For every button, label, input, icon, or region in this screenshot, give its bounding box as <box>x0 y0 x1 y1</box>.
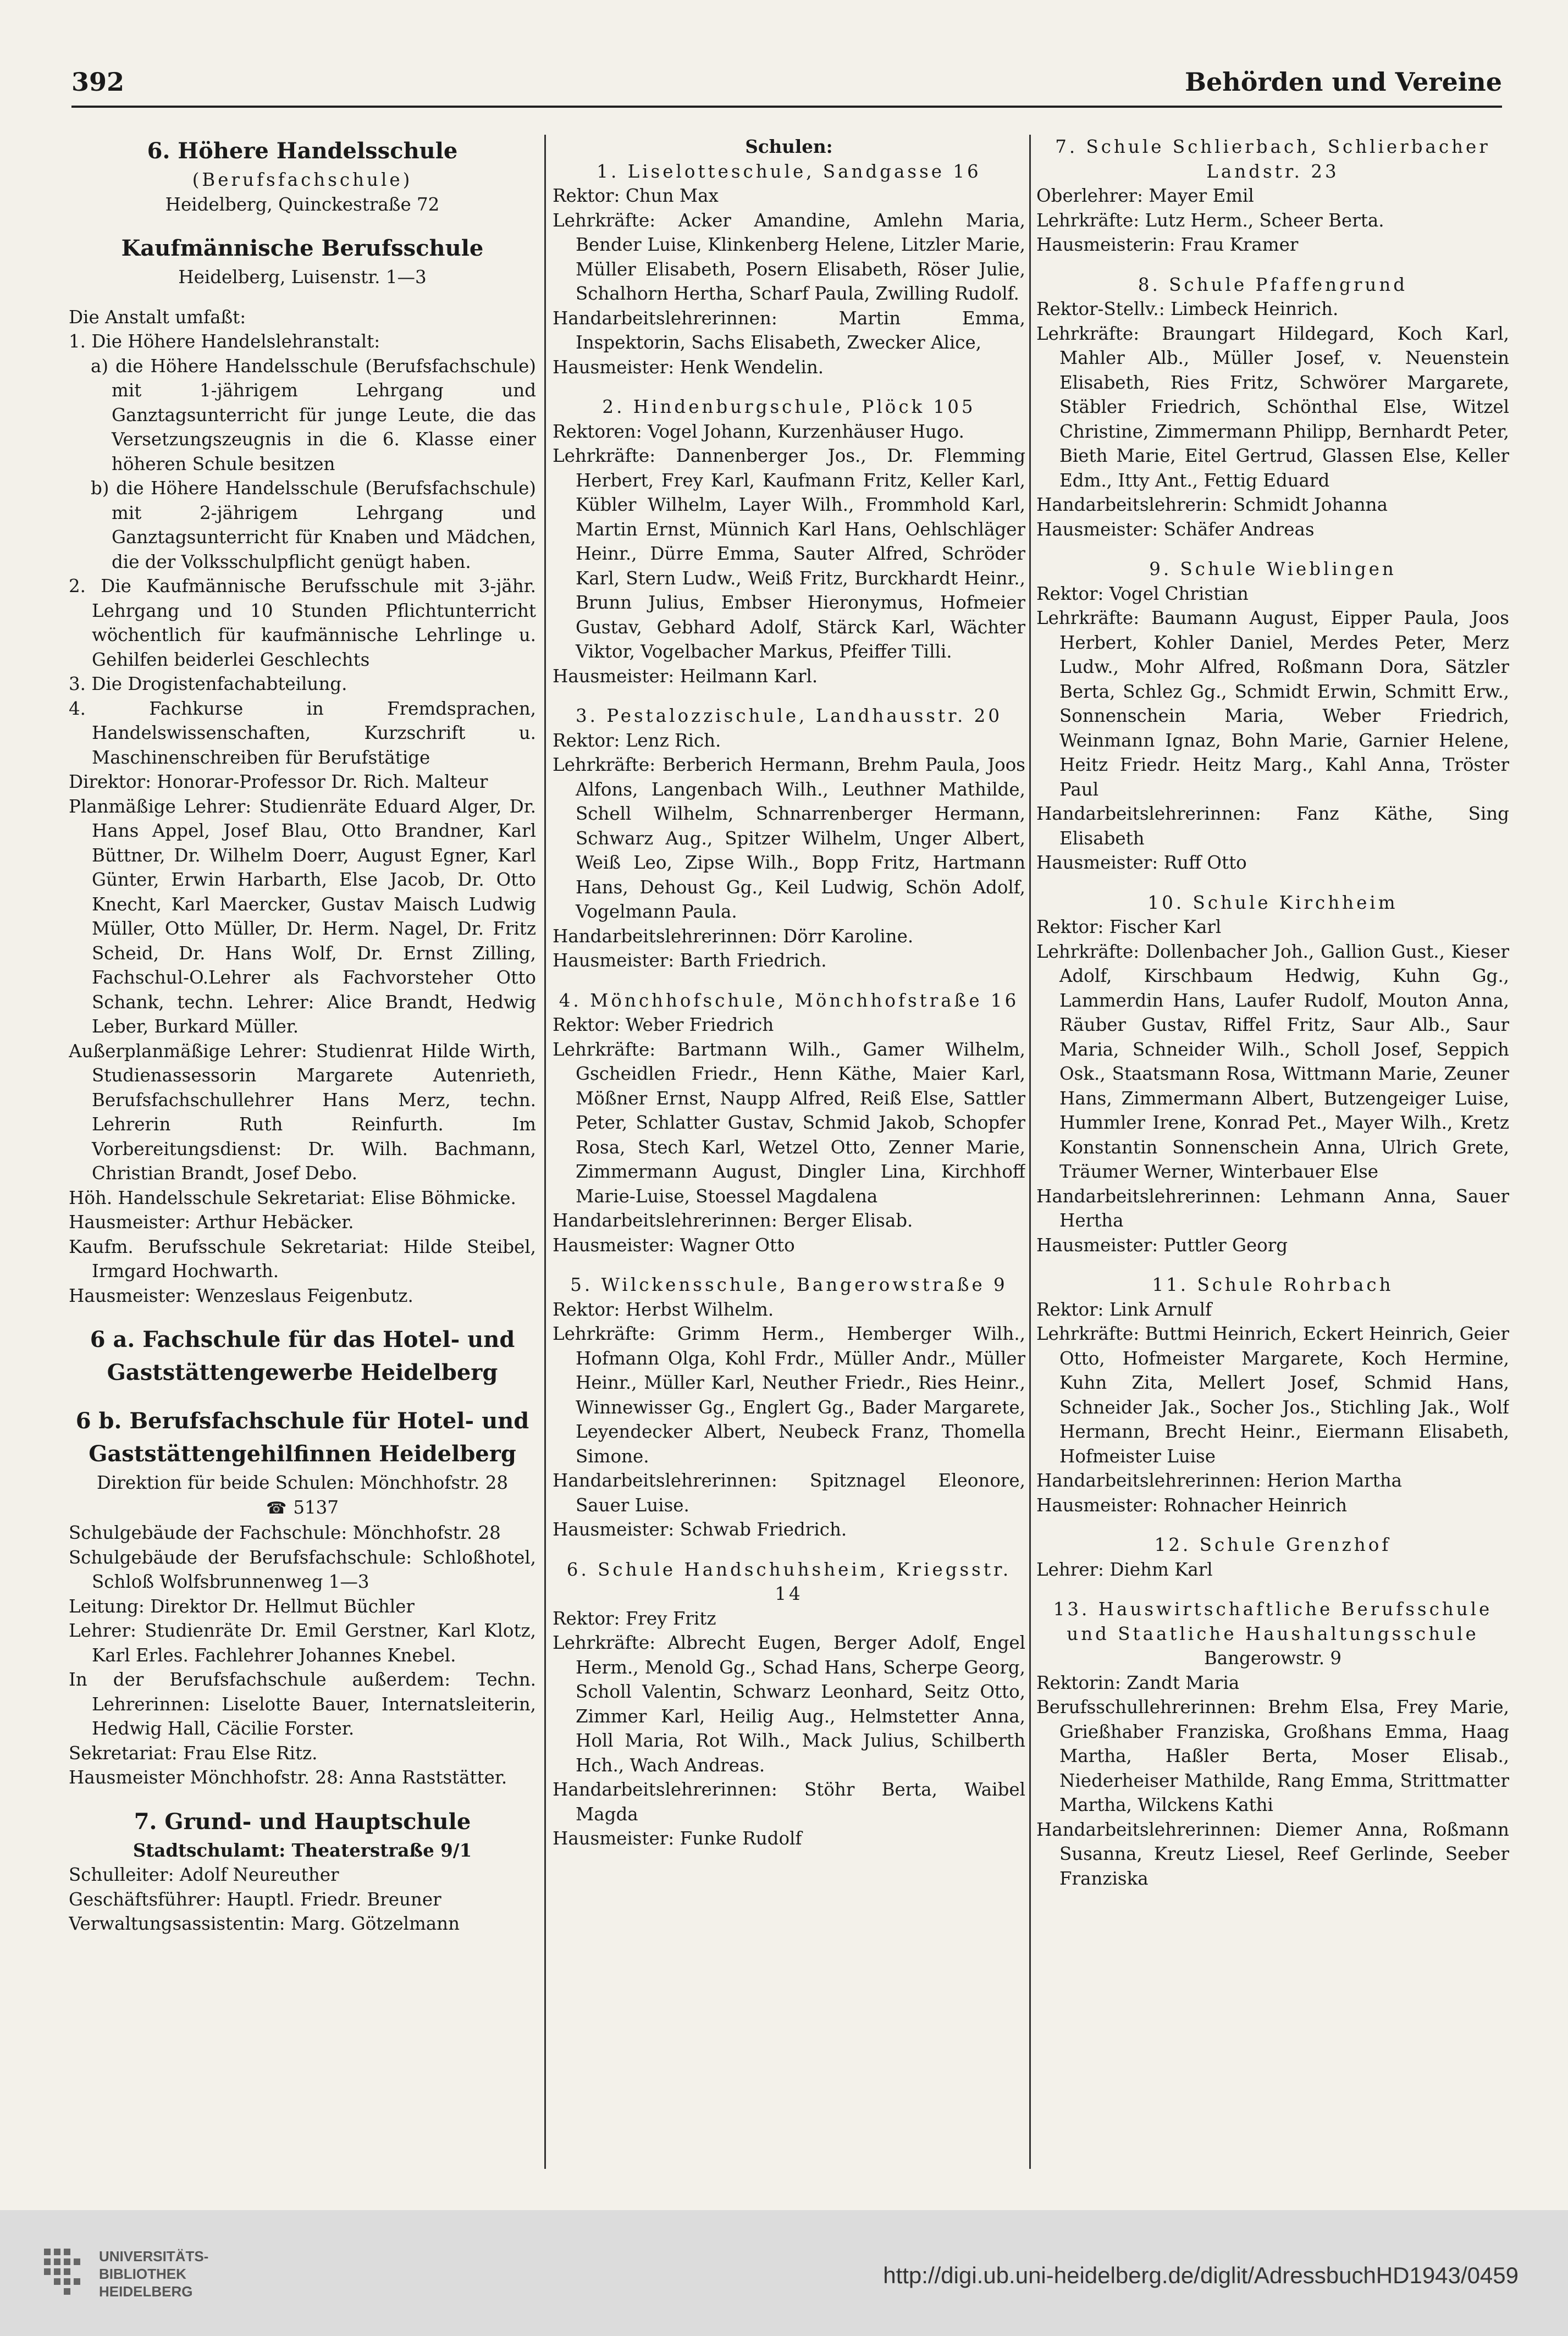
spacer <box>553 379 1025 395</box>
text-paragraph: Rektoren: Vogel Johann, Kurzenhäuser Hugo. <box>553 421 964 442</box>
text-paragraph: Lehrkräfte: Dannenberger Jos., Dr. Flemming Herbert, Frey Karl, Kaufmann Fritz, Keller Karl, Kübler Wilhelm, Layer Wilh., Frommhold Karl, Martin Ernst, Münnich Karl Hans, Oehlschläger Heinr., Dürre Emma, Sauter Alfred, Schröder Karl, Stern Ludw., Weiß Fritz, Burckhardt Heinr., Brunn Julius, Embser Hieronymus, Hofmeier Gustav, Gebhard Adolf, Stärck Karl, Wächter Viktor, Vogelbacher Markus, Pfeiffer Tilli. <box>553 445 1025 662</box>
text-paragraph: Lehrkräfte: Buttmi Heinrich, Eckert Heinrich, Geier Otto, Hofmeister Margarete, Koch Hermine, Kuhn Zita, Mellert Josef, Schmid Hans, Schneider Jak., Socher Jos., Stichling Jak., Wolf Hermann, Brecht Heinr., Eiermann Elisabeth, Hofmeister Luise <box>1036 1323 1509 1467</box>
text-paragraph: b) die Höhere Handelsschule (Berufsfachschule) mit 2-jährigem Lehrgang und Ganztagsunterricht für Knaben und Mädchen, die der Volksschulpflicht genügt haben. <box>91 478 536 572</box>
text-paragraph: Bangerowstr. 9 <box>1203 1648 1342 1669</box>
text-paragraph: Hausmeister: Funke Rudolf <box>553 1828 802 1849</box>
text-paragraph: Kaufmännische Berufsschule <box>121 235 484 261</box>
column-rule <box>544 135 546 2169</box>
text-paragraph: 5. Wilckensschule, Bangerowstraße 9 <box>570 1274 1008 1295</box>
source-url-link[interactable]: http://digi.ub.uni-heidelberg.de/diglit/AdressbuchHD1943/0459 <box>883 2262 1519 2288</box>
running-title: Behörden und Vereine <box>1185 67 1502 97</box>
university-seal-icon <box>38 2244 88 2299</box>
column-left <box>69 135 536 2169</box>
text-paragraph: Hausmeister: Wagner Otto <box>553 1234 795 1256</box>
text-paragraph: Heidelberg, Quinckestraße 72 <box>165 194 440 215</box>
phone-number: 5137 <box>293 1496 339 1518</box>
footer-bar <box>0 2210 1568 2336</box>
text-paragraph: Geschäftsführer: Hauptl. Friedr. Breuner <box>69 1888 441 1910</box>
text-paragraph: Lehrer: Studienräte Dr. Emil Gerstner, Karl Klotz, Karl Erles. Fachlehrer Johannes Knebel. <box>69 1620 536 1666</box>
text-paragraph: Rektor: Herbst Wilhelm. <box>553 1299 774 1320</box>
text-paragraph: Rektor: Vogel Christian <box>1036 583 1249 604</box>
text-paragraph: Handarbeitslehrerinnen: Spitznagel Eleonore, Sauer Luise. <box>553 1470 1025 1516</box>
text-paragraph: Außerplanmäßige Lehrer: Studienrat Hilde Wirth, Studienassessorin Margarete Autenrieth, Berufsfachschullehrer Hans Merz, techn. Lehrerin Ruth Reinfurth. Im Vorbereitungsdienst: Dr. Wilh. Bachmann, Christian Brandt, Josef Debo. <box>69 1040 536 1184</box>
spacer <box>1036 1517 1509 1533</box>
text-paragraph: 2. Hindenburgschule, Plöck 105 <box>602 396 976 417</box>
library-line: BIBLIOTHEK <box>99 2266 186 2282</box>
text-paragraph: Lehrkräfte: Grimm Herm., Hemberger Wilh., Hofmann Olga, Kohl Frdr., Müller Andr., Müller Heinr., Müller Karl, Neuther Friedr., Ries Heinr., Winnewisser Gg., Englert Gg., Bader Margarete, Leyendecker Albert, Neubeck Franz, Thomella Simone. <box>553 1323 1025 1467</box>
text-paragraph: a) die Höhere Handelsschule (Berufsfachschule) mit 1-jährigem Lehrgang und Ganztagsunterricht für junge Leute, die das Versetzungszeugnis in die 6. Klasse einer höheren Schule besitzen <box>91 355 536 474</box>
spacer <box>69 1790 536 1805</box>
library-name <box>99 2247 208 2300</box>
text-paragraph: Sekretariat: Frau Else Ritz. <box>69 1742 318 1764</box>
text-paragraph: Schulleiter: Adolf Neureuther <box>69 1864 339 1885</box>
text-paragraph: Rektor-Stellv.: Limbeck Heinrich. <box>1036 299 1339 319</box>
text-paragraph: Kaufm. Berufsschule Sekretariat: Hilde Steibel, Irmgard Hochwarth. <box>69 1236 536 1282</box>
spacer <box>1036 257 1509 273</box>
text-paragraph: Schulen: <box>745 136 833 157</box>
text-paragraph: Heidelberg, Luisenstr. 1—3 <box>178 267 427 288</box>
text-paragraph: Hausmeisterin: Frau Kramer <box>1036 234 1299 255</box>
text-paragraph: Lehrkräfte: Baumann August, Eipper Paula, Joos Herbert, Kohler Daniel, Merdes Peter, Merz Ludw., Mohr Alfred, Roßmann Dora, Sätzler Berta, Schlez Gg., Schmidt Erwin, Schmitt Erw., Sonnenschein Maria, Weber Friedrich, Weinmann Ignaz, Bohn Marie, Garnier Helene, Heitz Friedr. Heitz Marg., Kahl Anna, Tröster Paul <box>1036 608 1509 800</box>
text-paragraph <box>69 1495 536 1521</box>
text-paragraph: Schulgebäude der Fachschule: Mönchhofstr. 28 <box>69 1522 501 1543</box>
text-paragraph: Planmäßige Lehrer: Studienräte Eduard Alger, Dr. Hans Appel, Josef Blau, Otto Brandner, Karl Büttner, Dr. Wilhelm Doerr, August Egner, Karl Günter, Erwin Harbarth, Else Jacob, Dr. Otto Knecht, Karl Maercker, Gustav Maisch Ludwig Müller, Otto Müller, Dr. Herm. Nagel, Dr. Fritz Scheid, Dr. Hans Wolf, Dr. Ernst Zilling, Fachschul-O.Lehrer als Fachvorsteher Otto Schank, techn. Lehrer: Alice Brandt, Hedwig Leber, Burkard Müller. <box>69 796 536 1037</box>
spacer <box>553 1542 1025 1558</box>
text-paragraph: Hausmeister: Rohnacher Heinrich <box>1036 1494 1348 1516</box>
text-paragraph: Stadtschulamt: Theaterstraße 9/1 <box>132 1839 472 1861</box>
text-paragraph: Hausmeister: Wenzeslaus Feigenbutz. <box>69 1285 413 1306</box>
spacer <box>553 688 1025 704</box>
spacer <box>69 1389 536 1405</box>
text-paragraph: Lehrer: Diehm Karl <box>1036 1559 1213 1580</box>
text-paragraph: Handarbeitslehrerinnen: Herion Martha <box>1036 1470 1402 1491</box>
page-number: 392 <box>71 67 125 97</box>
text-paragraph: Rektor: Chun Max <box>553 185 719 206</box>
spacer <box>69 290 536 305</box>
text-paragraph: Handarbeitslehrerinnen: Stöhr Berta, Waibel Magda <box>553 1779 1025 1825</box>
text-paragraph: Hausmeister: Heilmann Karl. <box>553 665 818 687</box>
text-paragraph: 3. Pestalozzischule, Landhausstr. 20 <box>575 705 1003 726</box>
text-paragraph: 11. Schule Rohrbach <box>1152 1274 1394 1295</box>
text-paragraph: Berufsschullehrerinnen: Brehm Elsa, Frey Marie, Grießhaber Franziska, Großhans Emma, Haag Martha, Haßler Berta, Moser Elisab., Niederheiser Mathilde, Rang Emma, Strittmatter Martha, Wilckens Kathi <box>1036 1697 1509 1815</box>
text-paragraph: Hausmeister: Ruff Otto <box>1036 852 1247 873</box>
text-paragraph: Lehrkräfte: Albrecht Eugen, Berger Adolf, Engel Herm., Menold Gg., Schad Hans, Scherpe Georg, Scholl Valentin, Schwarz Leonhard, Seitz Otto, Zimmer Karl, Heilig Aug., Helmstetter Anna, Holl Maria, Rot Wilh., Mack Julius, Schilberth Hch., Wach Andreas. <box>553 1632 1025 1776</box>
text-paragraph: 4. Mönchhofschule, Mönchhofstraße 16 <box>559 990 1019 1011</box>
text-paragraph: Handarbeitslehrerinnen: Diemer Anna, Roßmann Susanna, Kreutz Liesel, Reef Gerlinde, Seeber Franziska <box>1036 1819 1509 1889</box>
spacer <box>1036 875 1509 891</box>
column-right <box>1036 135 1509 2169</box>
text-paragraph: Lehrkräfte: Lutz Herm., Scheer Berta. <box>1036 209 1384 231</box>
library-line: HEIDELBERG <box>99 2283 193 2300</box>
text-paragraph: Handarbeitslehrerinnen: Dörr Karoline. <box>553 925 914 947</box>
text-paragraph: Rektor: Link Arnulf <box>1036 1299 1212 1320</box>
text-paragraph: Handarbeitslehrerinnen: Berger Elisab. <box>553 1210 913 1231</box>
spacer <box>1036 1582 1509 1597</box>
text-paragraph: Oberlehrer: Mayer Emil <box>1036 185 1254 206</box>
text-paragraph: 6. Schule Handschuhsheim, Kriegsstr. 14 <box>566 1559 1012 1604</box>
text-paragraph: Handarbeitslehrerinnen: Fanz Käthe, Sing Elisabeth <box>1036 803 1509 849</box>
text-paragraph: Hausmeister: Barth Friedrich. <box>553 950 827 971</box>
text-paragraph: Lehrkräfte: Acker Amandine, Amlehn Maria, Bender Luise, Klinkenberg Helene, Litzler Marie, Müller Elisabeth, Posern Elisabeth, Röser Julie, Schalhorn Hertha, Scharf Paula, Zwilling Rudolf. <box>553 209 1025 304</box>
text-paragraph: Verwaltungsassistentin: Marg. Götzelmann <box>69 1913 460 1934</box>
text-paragraph: In der Berufsfachschule außerdem: Techn. Lehrerinnen: Liselotte Bauer, Internatsleiterin, Hedwig Hall, Cäcilie Forster. <box>69 1669 536 1739</box>
text-paragraph: Hausmeister: Puttler Georg <box>1036 1234 1288 1256</box>
spacer <box>1036 542 1509 557</box>
text-paragraph: 1. Liselotteschule, Sandgasse 16 <box>597 161 981 182</box>
text-paragraph: (Berufsfachschule) <box>192 169 413 190</box>
text-paragraph: Hausmeister: Schäfer Andreas <box>1036 518 1315 540</box>
text-paragraph: Lehrkräfte: Bartmann Wilh., Gamer Wilhelm, Gscheidlen Friedr., Henn Käthe, Maier Karl, Mößner Ernst, Naupp Alfred, Reiß Else, Sattler Peter, Schlatter Gustav, Schmid Jakob, Schopfer Rosa, Stech Karl, Wetzel Otto, Zenner Marie, Zimmermann August, Dingler Lina, Kirchhoff Marie-Luise, Stoessel Magdalena <box>553 1039 1025 1207</box>
text-paragraph: Rektorin: Zandt Maria <box>1036 1672 1240 1693</box>
column-rule <box>1029 135 1031 2169</box>
text-paragraph: 12. Schule Grenzhof <box>1154 1534 1392 1555</box>
text-paragraph: 9. Schule Wieblingen <box>1149 559 1396 579</box>
text-paragraph: 1. Die Höhere Handelslehranstalt: <box>69 331 380 352</box>
page-header <box>71 62 1502 108</box>
text-paragraph: 10. Schule Kirchheim <box>1147 892 1398 913</box>
text-paragraph: 6 b. Berufsfachschule für Hotel- und Gaststättengehilfinnen Heidelberg <box>75 1408 529 1467</box>
spacer <box>553 1257 1025 1273</box>
spacer <box>69 1308 536 1323</box>
text-paragraph: Lehrkräfte: Braungart Hildegard, Koch Karl, Mahler Alb., Müller Josef, v. Neuenstein Elisabeth, Ries Fritz, Schwörer Margarete, Stäbler Friedrich, Schönthal Else, Witzel Christine, Zimmermann Philipp, Bernhardt Peter, Bieth Marie, Eitel Gertrud, Glassen Else, Keller Edm., Itty Ant., Fettig Eduard <box>1036 323 1509 491</box>
text-paragraph: Direktion für beide Schulen: Mönchhofstr. 28 <box>96 1472 509 1493</box>
telephone-icon: ☎ <box>266 1498 287 1518</box>
text-paragraph: Handarbeitslehrerin: Schmidt Johanna <box>1036 494 1388 515</box>
library-line: UNIVERSITÄTS- <box>99 2248 209 2265</box>
text-paragraph: Direktor: Honorar-Professor Dr. Rich. Malteur <box>69 771 488 792</box>
text-paragraph: Lehrkräfte: Dollenbacher Joh., Gallion Gust., Kieser Adolf, Kirschbaum Hedwig, Kuhn Gg., Lammerdin Hans, Laufer Rudolf, Mouton Anna, Räuber Gustav, Riffel Fritz, Saur Alb., Saur Maria, Schneider Wilh., Scholl Josef, Seppich Osk., Staatsmann Rosa, Wittmann Marie, Zeuner Hans, Zimmermann Albert, Butzengeiger Luise, Hummler Irene, Konrad Pet., Mayer Wilh., Kretz Konstantin Sonnenschein Anna, Ulrich Grete, Träumer Werner, Winterbauer Else <box>1036 941 1509 1182</box>
text-paragraph: Hausmeister: Schwab Friedrich. <box>553 1519 847 1540</box>
text-paragraph: Lehrkräfte: Berberich Hermann, Brehm Paula, Joos Alfons, Langenbach Wilh., Leuthner Mathilde, Schell Wilhelm, Schnarrenberger Hermann, Schwarz Aug., Spitzer Wilhelm, Unger Albert, Weiß Leo, Zipse Wilh., Bopp Fritz, Hartmann Hans, Dehoust Gg., Keil Ludwig, Schön Adolf, Vogelmann Paula. <box>553 754 1025 922</box>
text-paragraph: Rektor: Weber Friedrich <box>553 1014 774 1035</box>
text-paragraph: Rektor: Fischer Karl <box>1036 916 1222 937</box>
text-paragraph: 13. Hauswirtschaftliche Berufsschule und Staatliche Haushaltungsschule <box>1053 1599 1493 1644</box>
text-paragraph: Hausmeister: Henk Wendelin. <box>553 356 824 378</box>
text-paragraph: Schulgebäude der Berufsfachschule: Schloßhotel, Schloß Wolfsbrunnenweg 1—3 <box>69 1547 536 1592</box>
text-paragraph: Rektor: Frey Fritz <box>553 1608 716 1629</box>
text-paragraph: 6. Höhere Handelsschule <box>147 138 458 164</box>
text-paragraph: Handarbeitslehrerinnen: Martin Emma, Inspektorin, Sachs Elisabeth, Zwecker Alice, <box>553 307 1025 353</box>
text-paragraph: Handarbeitslehrerinnen: Lehmann Anna, Sauer Hertha <box>1036 1185 1509 1231</box>
text-paragraph: 3. Die Drogistenfachabteilung. <box>69 673 347 694</box>
text-paragraph: Leitung: Direktor Dr. Hellmut Büchler <box>69 1595 415 1617</box>
spacer <box>1036 1257 1509 1273</box>
text-paragraph: 2. Die Kaufmännische Berufsschule mit 3-jähr. Lehrgang und 10 Stunden Pflichtunterricht wöchentlich für kaufmännische Lehrlinge u. Gehilfen beiderlei Geschlechts <box>69 576 536 670</box>
text-paragraph: Die Anstalt umfaßt: <box>69 306 246 328</box>
text-paragraph: 4. Fachkurse in Fremdsprachen, Handelswissenschaften, Kurzschrift u. Maschinenschreiben für Berufstätige <box>69 698 536 768</box>
text-paragraph: Hausmeister: Arthur Hebäcker. <box>69 1212 354 1233</box>
text-paragraph: Hausmeister Mönchhofstr. 28: Anna Raststätter. <box>69 1767 507 1788</box>
text-paragraph: Rektor: Lenz Rich. <box>553 730 721 751</box>
text-paragraph: 6 a. Fachschule für das Hotel- und Gaststättengewerbe Heidelberg <box>90 1327 515 1385</box>
spacer <box>69 217 536 232</box>
spacer <box>553 973 1025 988</box>
text-paragraph: 8. Schule Pfaffengrund <box>1138 274 1408 295</box>
text-paragraph: 7. Grund- und Hauptschule <box>134 1808 471 1835</box>
text-paragraph: 7. Schule Schlierbach, Schlierbacher Landstr. 23 <box>1055 136 1490 182</box>
column-middle <box>553 135 1025 2169</box>
text-paragraph: Höh. Handelsschule Sekretariat: Elise Böhmicke. <box>69 1187 516 1208</box>
